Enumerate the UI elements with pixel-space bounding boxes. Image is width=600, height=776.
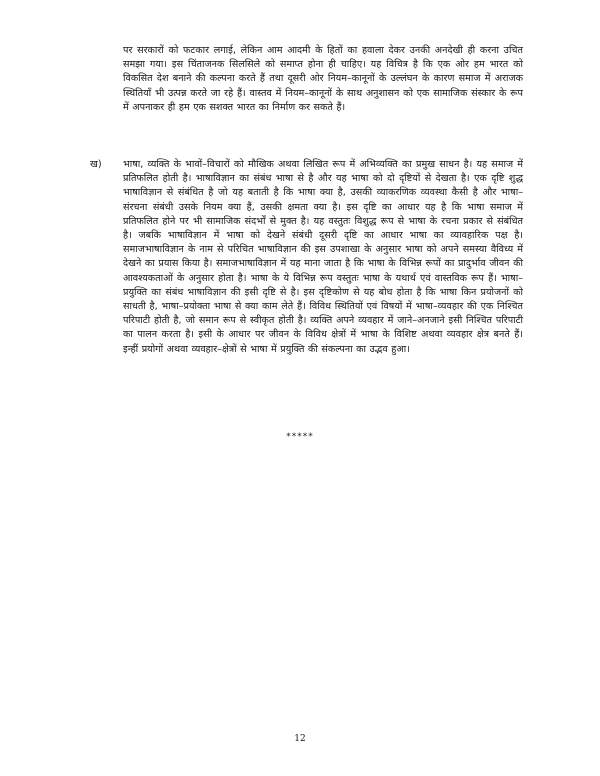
page-number: 12 <box>294 734 306 744</box>
section-label: ख) <box>90 159 102 170</box>
paragraph-continued: पर सरकारों को फटकार लगाई, लेकिन आम आदमी के हितों का हवाला देकर उनकी अनदेखी ही करना उचित समझा गया। इस चिंताजनक सिलसिले को समाप्त होना ही चाहिए। यह विचित्र है कि एक ओर हम भारत को विकसित देश बनाने की कल्पना करते हैं तथा दूसरी ओर नियम–कानूनों के उल्लंघन के कारण समाज में अराजक स्थितियाँ भी उत्पन्न करते जा रहे हैं। वास्तव में नियम–कानूनों के साथ अनुशासन को एक सामाजिक संस्कार के रूप में अपनाकर ही हम एक सशक्त भारत का निर्माण कर सकते हैं। <box>123 45 523 113</box>
paragraph-kha: भाषा, व्यक्ति के भावों–विचारों को मौखिक अथवा लिखित रूप में अभिव्यक्ति का प्रमुख साधन है। यह समाज में प्रतिफलित होती है। भाषाविज्ञान का संबंध भाषा से है और यह भाषा को दो दृष्टियों से देखता है। एक दृष्टि शुद्ध भाषाविज्ञान से संबंधित है जो यह बताती है कि भाषा क्या है, उसकी व्याकरणिक व्यवस्था कैसी है और भाषा–संरचना संबंधी उसके नियम क्या हैं, उसकी क्षमता क्या है। इस दृष्टि का आधार यह है कि भाषा समाज में प्रतिफलित होने पर भी सामाजिक संदर्भों से मुक्त है। यह वस्तुतः विशुद्ध रूप से भाषा के रचना प्रकार से संबंधित है। जबकि भाषाविज्ञान में भाषा को देखने संबंधी दूसरी दृष्टि का आधार भाषा का व्यावहारिक पक्ष है। समाजभाषाविज्ञान के नाम से परिचित भाषाविज्ञान की इस उपशाखा के अनुसार भाषा को अपने समस्या वैविध्य में देखने का प्रयास किया है। समाजभाषाविज्ञान में यह माना जाता है कि भाषा के विभिन्न रूपों का प्रादुर्भाव जीवन की आवश्यकताओं के अनुसार होता है। भाषा के ये विभिन्न रूप वस्तुतः भाषा के यथार्थ एवं वास्तविक रूप हैं। भाषा–प्रयुक्ति का संबंध भाषाविज्ञान की इसी दृष्टि से है। इस दृष्टिकोण से यह बोध होता है कि भाषा किन प्रयोजनों को साधती है, भाषा–प्रयोक्ता भाषा से क्या काम लेते हैं। विविध स्थितियों एवं विषयों में भाषा–व्यवहार की एक निश्चित परिपाटी होती है, जो समान रूप से स्वीकृत होती है। व्यक्ति अपने व्यवहार में जाने–अनजाने इसी निश्चित परिपाटी का पालन करता है। इसी के आधार पर जीवन के विविध क्षेत्रों में भाषा के विशिष्ट अथवा व्यवहार क्षेत्र बनते हैं। इन्हीं प्रयोगों अथवा व्यवहार–क्षेत्रों से भाषा में प्रयुक्ति की संकल्पना का उद्भव हुआ। <box>123 159 523 355</box>
end-marker: ***** <box>286 432 314 442</box>
